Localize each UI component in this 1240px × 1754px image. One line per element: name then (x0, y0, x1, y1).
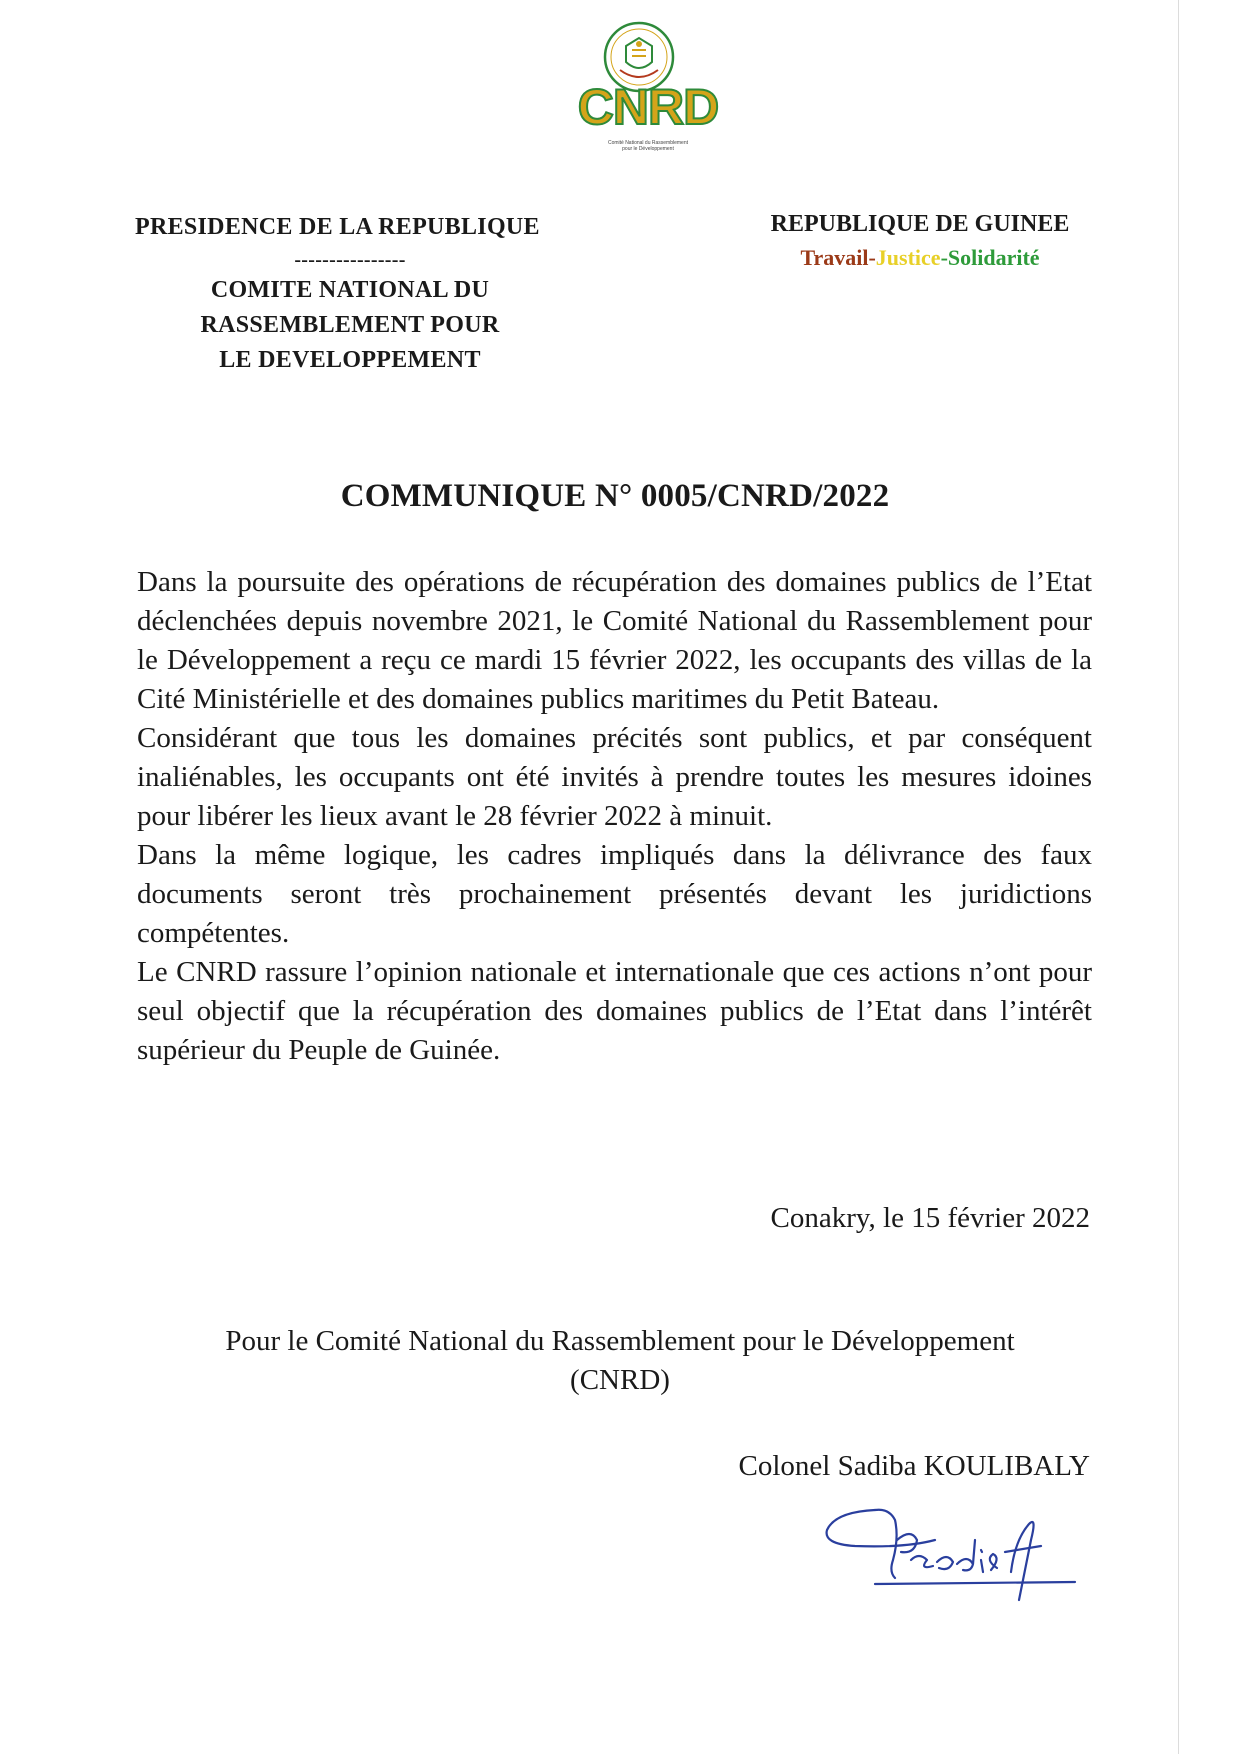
place-date: Conakry, le 15 février 2022 (770, 1202, 1090, 1234)
motto-justice: Justice (875, 245, 941, 270)
closing-block (120, 1322, 1120, 1400)
motto-travail: Travail (800, 245, 869, 270)
logo-tagline-line-2: pour le Développement (622, 146, 674, 152)
logo-text: CNRD (577, 79, 719, 135)
issuer-block (105, 210, 595, 378)
body-paragraph: Dans la poursuite des opérations de récupération des domaines publics de l’Etat déclenchées depuis novembre 2021, le Comité National du Rassemblement pour le Développement a reçu ce mardi 15 février 2022, les occupants des villas de la Cité Ministérielle et des domaines publics maritimes du Petit Bateau. (137, 566, 1092, 715)
handwritten-signature (815, 1500, 1135, 1620)
header-separator: ---------------- (294, 249, 406, 271)
scan-edge-line (1178, 0, 1179, 1754)
committee-line-2: RASSEMBLEMENT POUR (200, 312, 500, 338)
national-motto (740, 241, 1100, 275)
presidence-heading: PRESIDENCE DE LA REPUBLIQUE (135, 214, 540, 240)
committee-line-1: COMITE NATIONAL DU (210, 277, 490, 303)
body-paragraph: Dans la même logique, les cadres impliqués dans la délivrance des faux documents seront très prochainement présentés devant les juridictions compétentes. (137, 839, 1092, 949)
logo-tagline-line-1: Comité National du Rassemblement (607, 140, 689, 146)
country-heading: REPUBLIQUE DE GUINEE (770, 211, 1070, 237)
communique-title: COMMUNIQUE N° 0005/CNRD/2022 (340, 478, 890, 514)
motto-solidarite: Solidarité (947, 245, 1040, 270)
body-paragraph: Le CNRD rassure l’opinion nationale et internationale que ces actions n’ont pour seul objectif que la récupération des domaines publics de l’Etat dans l’intérêt supérieur du Peuple de Guinée. (137, 956, 1092, 1066)
motto-separator-2: - (940, 245, 948, 270)
closing-line-1: Pour le Comité National du Rassemblement pour le Développement (225, 1325, 1015, 1357)
communique-body (137, 563, 1092, 1070)
body-paragraph: Considérant que tous les domaines précités sont publics, et par conséquent inaliénables, les occupants ont été invités à prendre toutes les mesures idoines pour libérer les lieux avant le 28 février 2022 à minuit. (137, 722, 1092, 832)
country-block (740, 207, 1100, 275)
signatory-name: Colonel Sadiba KOULIBALY (738, 1450, 1090, 1482)
motto-separator-1: - (868, 245, 876, 270)
closing-line-2: (CNRD) (570, 1364, 670, 1396)
logo-tagline (578, 140, 718, 152)
committee-line-3: LE DEVELOPPEMENT (219, 347, 481, 373)
cnrd-logo (560, 20, 730, 160)
